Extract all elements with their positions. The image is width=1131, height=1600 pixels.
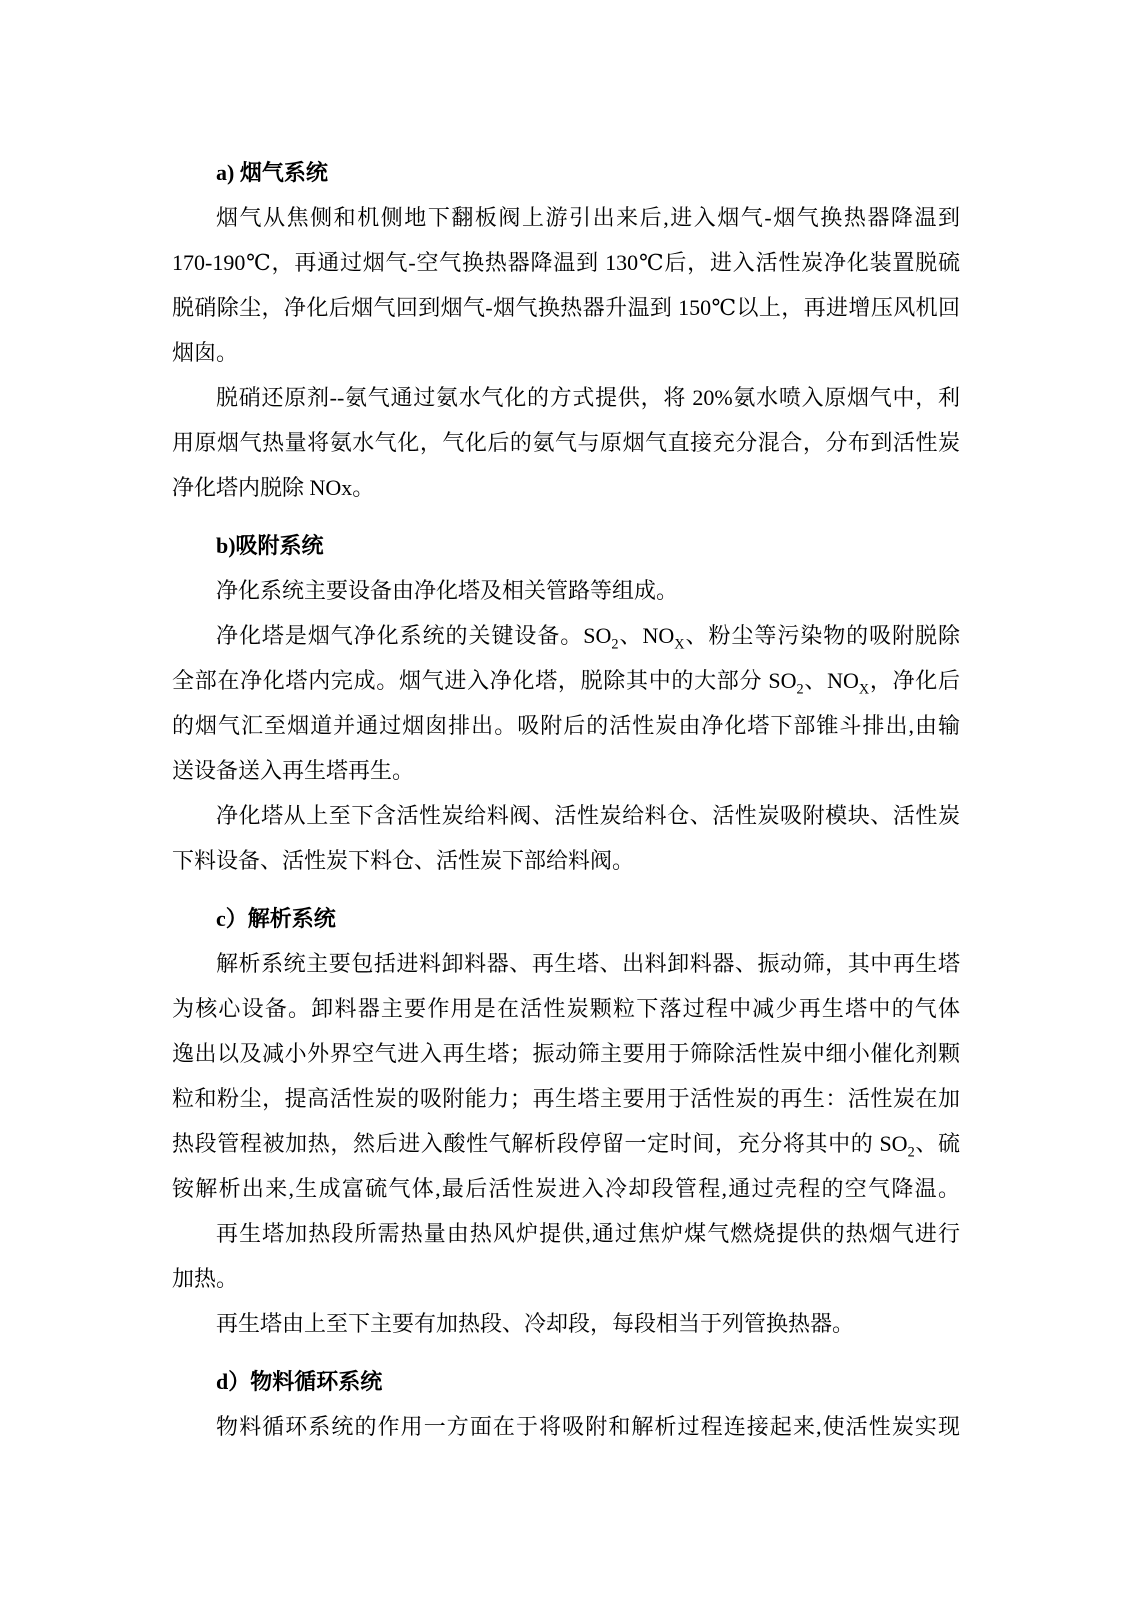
text-segment: 铵解析出来,生成富硫气体,最后活性炭进入冷却段管程,通过壳程的空气降温。 [172,1176,960,1201]
text-line [172,1301,960,1346]
text-segment: 加热。 [172,1266,239,1291]
text-segment: 再生塔由上至下主要有加热段、冷却段，每段相当于列管换热器。 [216,1311,855,1336]
section-d-paragraph-1 [172,1404,960,1449]
text-segment: 再生塔加热段所需热量由热风炉提供,通过焦炉煤气燃烧提供的热烟气进行 [216,1221,960,1246]
text-line [172,285,960,330]
text-segment: 烟囱。 [172,340,239,365]
text-segment: 解析系统主要包括进料卸料器、再生塔、出料卸料器、振动筛，其中再生塔 [216,951,960,976]
text-line [172,703,960,748]
text-segment: 、粉尘等污染物的吸附脱除 [684,623,960,648]
text-segment: 热段管程被加热，然后进入酸性气解析段停留一定时间，充分将其中的 SO [172,1131,908,1156]
text-segment: 下料设备、活性炭下料仓、活性炭下部给料阀。 [172,848,635,873]
section-a-paragraph-1 [172,195,960,375]
text-line [172,1256,960,1301]
text-line [172,465,960,510]
text-line [172,748,960,793]
subscript-text: 2 [907,1144,915,1161]
text-segment: 170-190℃，再通过烟气-空气换热器降温到 130℃后，进入活性炭净化装置脱硫 [172,250,960,275]
text-segment: 净化塔从上至下含活性炭给料阀、活性炭给料仓、活性炭吸附模块、活性炭 [216,803,960,828]
subscript-text: 2 [796,681,804,698]
section-d-heading: d）物料循环系统 [216,1369,383,1394]
subscript-text: 2 [611,636,619,653]
section-a-paragraph-2 [172,375,960,510]
text-line [172,986,960,1031]
text-line [172,658,960,703]
text-line [172,1121,960,1166]
section-b-paragraph-2 [172,613,960,793]
text-line [172,240,960,285]
text-line [172,1076,960,1121]
text-segment: 送设备送入再生塔再生。 [172,758,415,783]
section-a-heading: a) 烟气系统 [216,160,328,185]
section-b-paragraph-3 [172,793,960,883]
text-segment: 净化塔是烟气净化系统的关键设备。SO [216,623,612,648]
text-segment: ，净化后 [869,668,961,693]
text-segment: 脱硝除尘，净化后烟气回到烟气-烟气换热器升温到 150℃以上，再进增压风机回 [172,295,960,320]
text-line [172,195,960,240]
text-line [172,838,960,883]
text-segment: 为核心设备。卸料器主要作用是在活性炭颗粒下落过程中减少再生塔中的气体 [172,996,960,1021]
subscript-text: X [674,636,685,653]
text-segment: 逸出以及减小外界空气进入再生塔；振动筛主要用于筛除活性炭中细小催化剂颗 [172,1041,960,1066]
text-segment: 全部在净化塔内完成。烟气进入净化塔，脱除其中的大部分 SO [172,668,797,693]
text-line [172,1166,960,1211]
text-segment: 、NO [618,623,675,648]
text-segment: 的烟气汇至烟道并通过烟囱排出。吸附后的活性炭由净化塔下部锥斗排出,由输 [172,713,960,738]
text-line [172,375,960,420]
section-b-heading: b)吸附系统 [216,533,324,558]
section-c-heading: c）解析系统 [216,906,336,931]
text-line [172,1031,960,1076]
text-segment: 净化塔内脱除 NOx。 [172,475,375,500]
text-line [172,420,960,465]
text-segment: 用原烟气热量将氨水气化，气化后的氨气与原烟气直接充分混合，分布到活性炭 [172,430,960,455]
text-line [172,568,960,613]
text-segment: 烟气从焦侧和机侧地下翻板阀上游引出来后,进入烟气-烟气换热器降温到 [216,205,960,230]
text-segment: 净化系统主要设备由净化塔及相关管路等组成。 [216,578,679,603]
section-c-paragraph-2 [172,1211,960,1301]
text-line [172,941,960,986]
text-segment: 、NO [803,668,859,693]
text-segment: 脱硝还原剂--氨气通过氨水气化的方式提供，将 20%氨水喷入原烟气中，利 [216,385,960,410]
section-c-paragraph-1 [172,941,960,1211]
text-segment: 物料循环系统的作用一方面在于将吸附和解析过程连接起来,使活性炭实现 [216,1414,960,1439]
section-b-paragraph-1 [172,568,960,613]
document-content [172,150,960,1449]
text-segment: 粒和粉尘，提高活性炭的吸附能力；再生塔主要用于活性炭的再生：活性炭在加 [172,1086,960,1111]
text-segment: 、硫 [914,1131,960,1156]
text-line [172,330,960,375]
text-line [172,793,960,838]
subscript-text: X [858,681,870,698]
text-line [172,1211,960,1256]
text-line [172,1404,960,1449]
text-line [172,613,960,658]
section-c-paragraph-3 [172,1301,960,1346]
